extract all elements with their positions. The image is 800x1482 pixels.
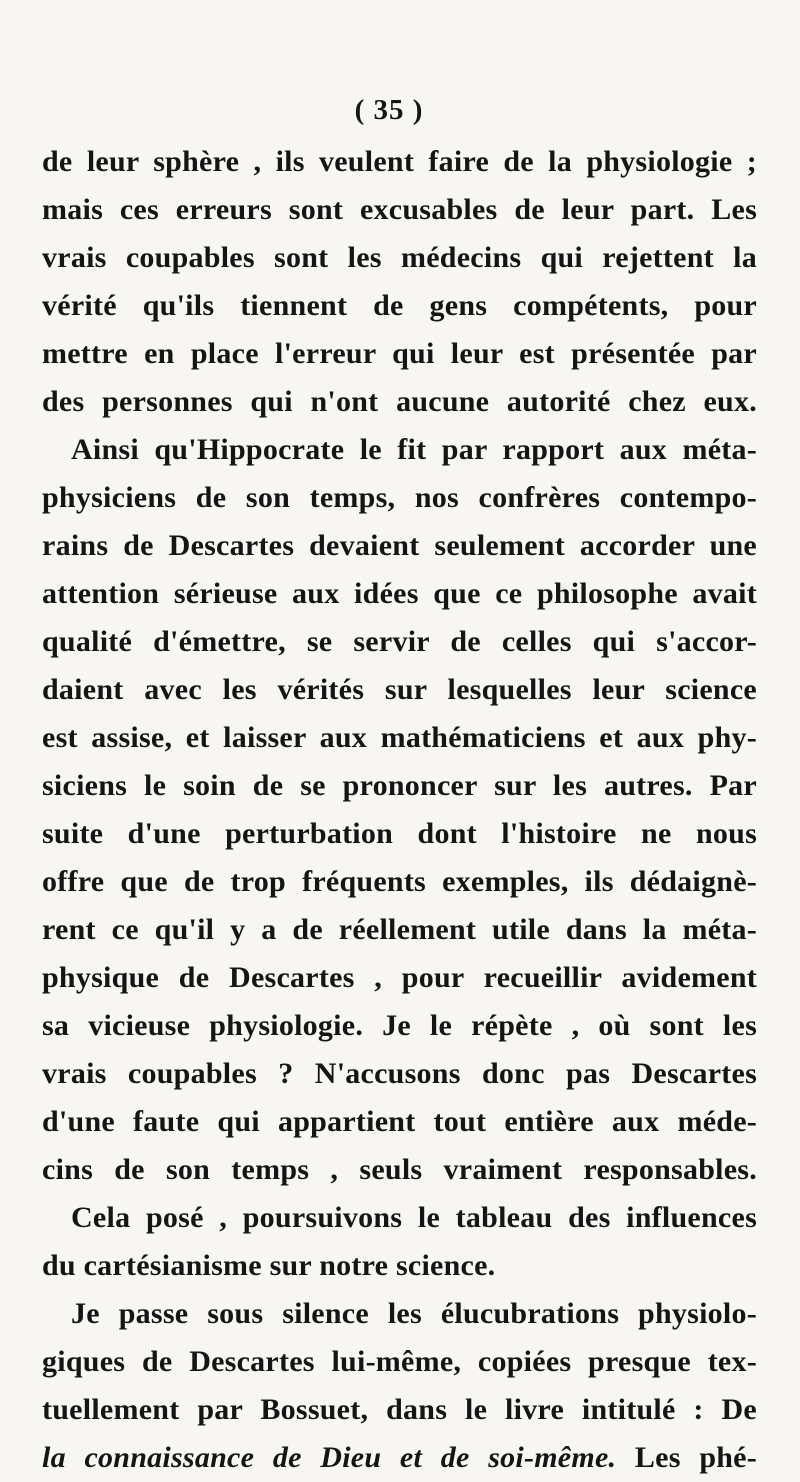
text-line-5: mettre en place l'erreur qui leur est présentée par — [42, 337, 757, 370]
page-number: ( 35 ) — [354, 94, 424, 126]
text-line-23: Cela posé , poursuivons le tableau des influences — [71, 1201, 757, 1234]
text-line-27: tuellement par Bossuet, dans le livre intitulé : De — [42, 1393, 757, 1426]
text-line-20: vrais coupables ? N'accusons donc pas Descartes — [42, 1057, 757, 1090]
text-line-14: siciens le soin de se prononcer sur les autres. Par — [42, 769, 757, 802]
text-line-3: vrais coupables sont les médecins qui rejettent la — [42, 241, 757, 274]
text-line-6: des personnes qui n'ont aucune autorité chez eux. — [42, 385, 757, 418]
text-line-11: qualité d'émettre, se servir de celles qui s'accor- — [42, 625, 757, 658]
text-line-1: de leur sphère , ils veulent faire de la physiologie ; — [42, 145, 757, 178]
text-line-24: du cartésianisme sur notre science. — [42, 1249, 496, 1282]
text-line-12: daient avec les vérités sur lesquelles leur science — [42, 673, 757, 706]
text-line-9: rains de Descartes devaient seulement accorder une — [42, 529, 757, 562]
book-title-italic: la connaissance de Dieu et de soi-même. — [42, 1441, 617, 1474]
text-line-10: attention sérieuse aux idées que ce philosophe avait — [42, 577, 757, 610]
text-line-19: sa vicieuse physiologie. Je le répète , où sont les — [42, 1009, 757, 1042]
text-line-2: mais ces erreurs sont excusables de leur part. Les — [42, 193, 757, 226]
text-line-22: cins de son temps , seuls vraiment responsables. — [42, 1153, 757, 1186]
text-line-25: Je passe sous silence les élucubrations physiolo- — [71, 1297, 757, 1330]
page-body-text — [42, 138, 757, 1482]
text-line-4: vérité qu'ils tiennent de gens compétents, pour — [42, 289, 757, 322]
text-line-28 — [42, 1434, 757, 1482]
text-line-17: rent ce qu'il y a de réellement utile dans la méta- — [42, 913, 757, 946]
text-line-13: est assise, et laisser aux mathématiciens et aux phy- — [42, 721, 757, 754]
text-line-16: offre que de trop fréquents exemples, ils dédaignè- — [42, 865, 757, 898]
text-line-21: d'une faute qui appartient tout entière aux méde- — [42, 1105, 757, 1138]
text-line-18: physique de Descartes , pour recueillir avidement — [42, 961, 757, 994]
text-line-26: giques de Descartes lui-même, copiées presque tex- — [42, 1345, 757, 1378]
text-line-7: Ainsi qu'Hippocrate le fit par rapport aux méta- — [71, 433, 757, 466]
text-line-15: suite d'une perturbation dont l'histoire ne nous — [42, 817, 757, 850]
text-line-8: physiciens de son temps, nos confrères contempo- — [42, 481, 757, 514]
text-line-28-end: Les phé- — [616, 1441, 757, 1474]
